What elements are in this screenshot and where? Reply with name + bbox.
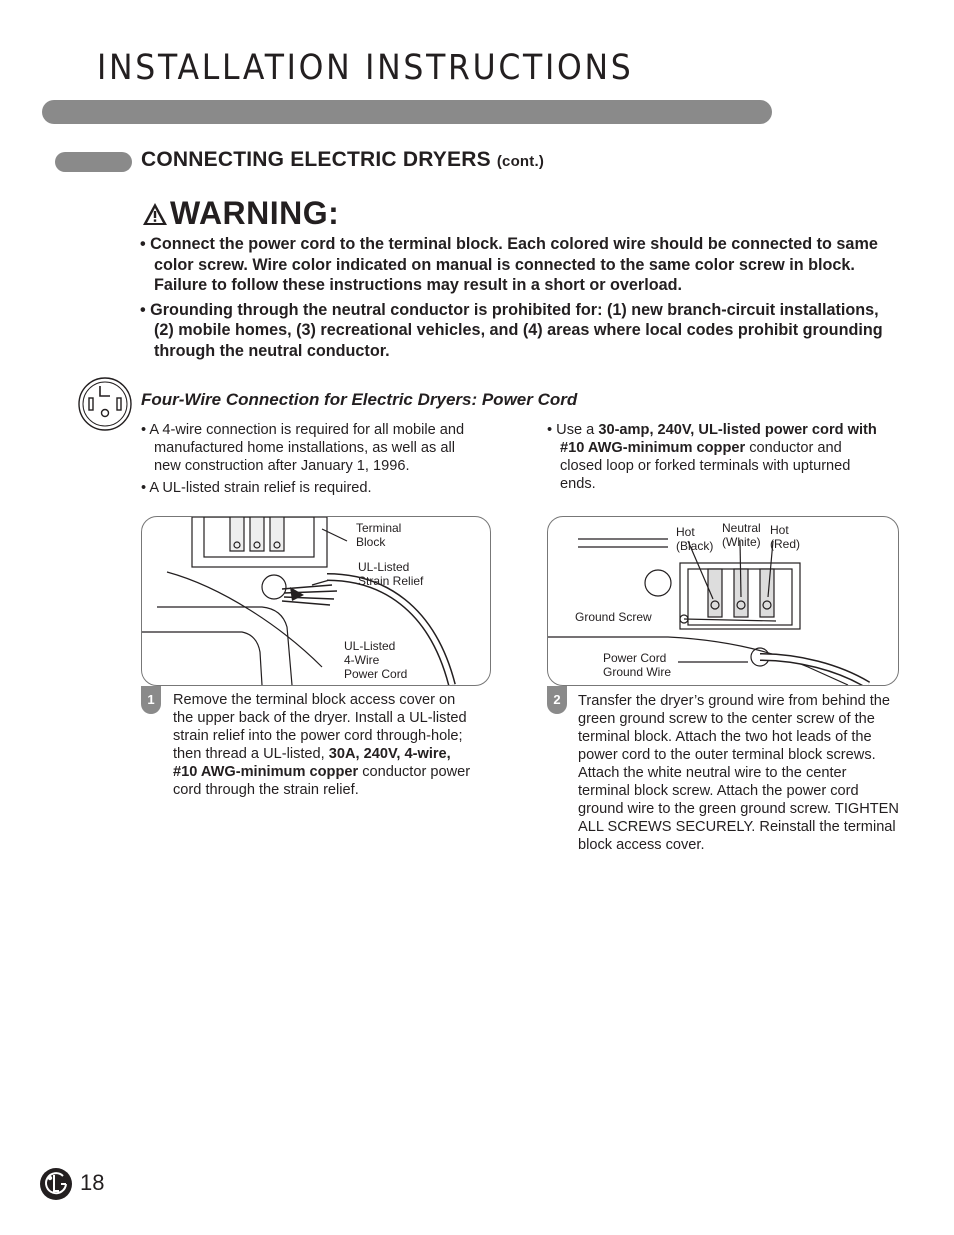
subsection-title: Four-Wire Connection for Electric Dryers: Power Cord <box>141 390 578 409</box>
section-title <box>141 148 544 172</box>
warning-heading <box>142 195 339 232</box>
label-ground-wire: Power Cord Ground Wire <box>603 651 672 679</box>
label-strain-relief: UL-Listed Strain Relief <box>358 560 424 588</box>
warning-list <box>140 234 900 365</box>
step-badge: 1 <box>141 686 161 714</box>
step-text: Remove the terminal block access cover on the upper back of the dryer. Install a UL-listed strain relief into the power cord through-hole; then thread a UL-listed, <box>173 692 467 762</box>
section-pill <box>55 152 132 172</box>
step-bold: 30A, 240V, 4-wire, #10 AWG-minimum copper <box>173 746 451 780</box>
outlet-icon <box>77 376 133 432</box>
label-ground-screw: Ground Screw <box>575 610 652 624</box>
lg-logo-icon <box>39 1167 73 1201</box>
page-number: 18 <box>80 1170 105 1195</box>
bullet-text: • Use a <box>547 422 599 438</box>
right-bullets <box>547 421 887 497</box>
figure-strain-relief <box>141 516 491 686</box>
step-1-text <box>173 691 478 799</box>
figure-terminal-block <box>547 516 899 686</box>
warning-item: • Grounding through the neutral conductor is prohibited for: (1) new branch-circuit installations, (2) mobile homes, (3) recreational vehicles, and (4) areas where local codes prohibit grounding through the neutral conductor. <box>140 300 883 360</box>
bullet-item: • A UL-listed strain relief is required. <box>141 480 372 496</box>
step-2-text: Transfer the dryer’s ground wire from behind the green ground screw to the center screw of the terminal block. Attach the two hot leads of the power cord to the outer terminal block screws. Attach the white neutral wire to the center terminal block screw. Attach the power cord ground wire to the green ground screw. TIGHTEN ALL SCREWS SECURELY. Reinstall the terminal block access cover. <box>578 693 899 853</box>
label-terminal-block: Terminal Block <box>356 521 402 549</box>
warning-item: • Connect the power cord to the terminal block. Each colored wire should be connected to same color screw. Wire color indicated on manual is connected to the same color screw in block. Failure to follow these instructions may result in a short or overload. <box>140 235 878 294</box>
left-bullets <box>141 421 481 501</box>
step-text: conductor power cord through the strain relief. <box>173 764 471 798</box>
bullet-text: conductor and closed loop or forked terminals with upturned ends. <box>560 440 851 492</box>
warning-title: WARNING: <box>170 195 340 231</box>
label-hot-red: Hot (Red) <box>770 523 801 551</box>
warning-icon <box>142 201 168 227</box>
step-badge: 2 <box>547 686 567 714</box>
dryer-back-illustration <box>142 517 490 685</box>
section-title-text: CONNECTING ELECTRIC DRYERS <box>141 148 491 171</box>
bullet-item <box>547 421 887 493</box>
label-neutral-white: Neutral (White) <box>722 521 761 549</box>
header-bar <box>42 100 772 124</box>
page-title: INSTALLATION INSTRUCTIONS <box>97 48 634 88</box>
section-title-cont: (cont.) <box>496 153 545 170</box>
label-power-cord: UL-Listed 4-Wire Power Cord <box>344 639 408 681</box>
label-hot-black: Hot (Black) <box>676 525 714 553</box>
bullet-bold: 30-amp, 240V, UL-listed power cord with #10 AWG-minimum copper <box>560 422 877 456</box>
bullet-item: • A 4-wire connection is required for all mobile and manufactured home installations, as well as all new construction after January 1, 1996. <box>141 422 465 474</box>
